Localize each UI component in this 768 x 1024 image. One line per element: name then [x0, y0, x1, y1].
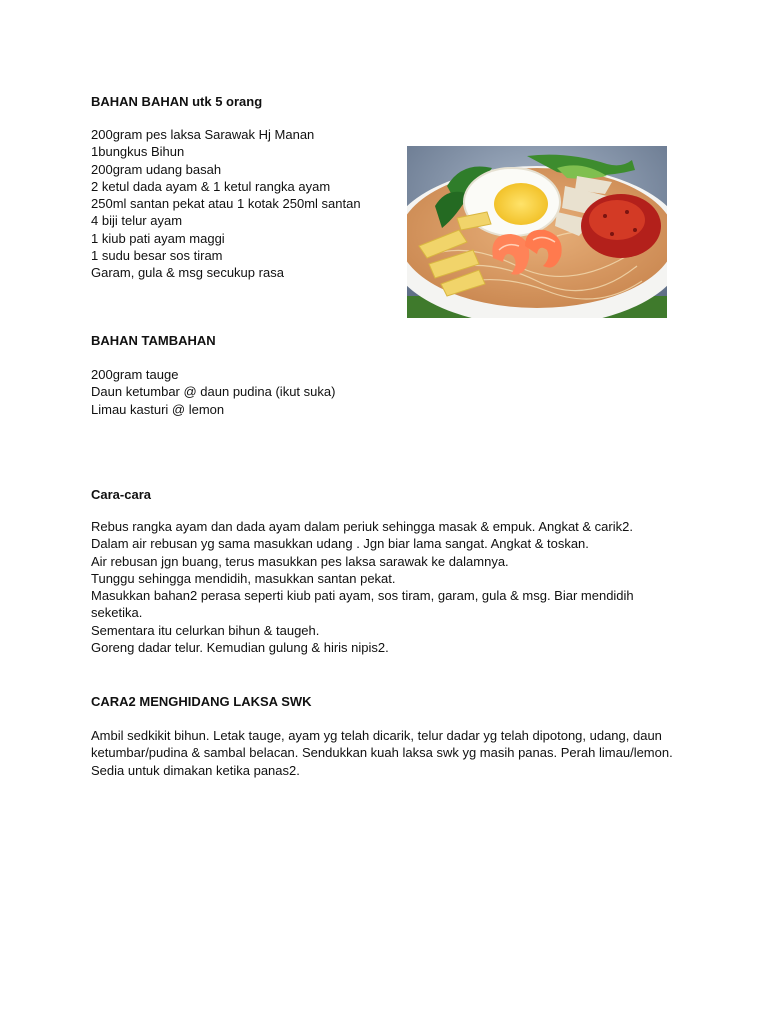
- cara-step: Dalam air rebusan yg sama masukkan udang . Jgn biar lama sangat. Angkat & toskan.: [91, 536, 589, 552]
- laksa-photo: [407, 146, 667, 318]
- tambahan-item: Daun ketumbar @ daun pudina (ikut suka): [91, 384, 336, 400]
- bahan-item: 200gram pes laksa Sarawak Hj Manan: [91, 127, 315, 142]
- bahan-item: 1 sudu besar sos tiram: [91, 248, 223, 264]
- bahan-item: 200gram udang basah: [91, 161, 222, 177]
- bahan-item: 250ml santan pekat atau 1 kotak 250ml santan: [91, 196, 361, 212]
- tambahan-list: [91, 366, 335, 418]
- tambahan-item: 200gram tauge: [91, 367, 179, 382]
- bahan-item: 1bungkus Bihun: [91, 144, 185, 160]
- cara-step: Goreng dadar telur. Kemudian gulung & hiris nipis2.: [91, 640, 389, 656]
- cara-step: Tunggu sehingga mendidih, masukkan santan pekat.: [91, 570, 396, 586]
- cara-step: Air rebusan jgn buang, terus masukkan pes laksa sarawak ke dalamnya.: [91, 553, 509, 569]
- hidang-text: Ambil sedkikit bihun. Letak tauge, ayam yg telah dicarik, telur dadar yg telah dipotong, udang, daun ketumbar/pudina & sambal belacan. Sendukkan kuah laksa swk yg masih panas. Perah limau/lemon. Sedia untuk dimakan ketika panas2.: [91, 728, 673, 778]
- bahan-item: 4 biji telur ayam: [91, 213, 183, 229]
- cara-step: Masukkan bahan2 perasa seperti kiub pati ayam, sos tiram, garam, gula & msg. Biar mendidih seketika.: [91, 588, 634, 621]
- cara-heading: Cara-cara: [91, 487, 151, 502]
- bahan-item: 1 kiub pati ayam maggi: [91, 230, 225, 246]
- cara-step: Rebus rangka ayam dan dada ayam dalam periuk sehingga masak & empuk. Angkat & carik2.: [91, 519, 633, 534]
- tambahan-item: Limau kasturi @ lemon: [91, 401, 225, 417]
- bahan-item: Garam, gula & msg secukup rasa: [91, 265, 284, 281]
- cara-steps: [91, 518, 681, 656]
- bahan-item: 2 ketul dada ayam & 1 ketul rangka ayam: [91, 178, 331, 194]
- hidang-heading: CARA2 MENGHIDANG LAKSA SWK: [91, 694, 312, 709]
- tambahan-heading: BAHAN TAMBAHAN: [91, 333, 216, 348]
- cara-step: Sementara itu celurkan bihun & taugeh.: [91, 622, 320, 638]
- bahan-heading: BAHAN BAHAN utk 5 orang: [91, 94, 263, 109]
- bahan-list: [91, 126, 361, 282]
